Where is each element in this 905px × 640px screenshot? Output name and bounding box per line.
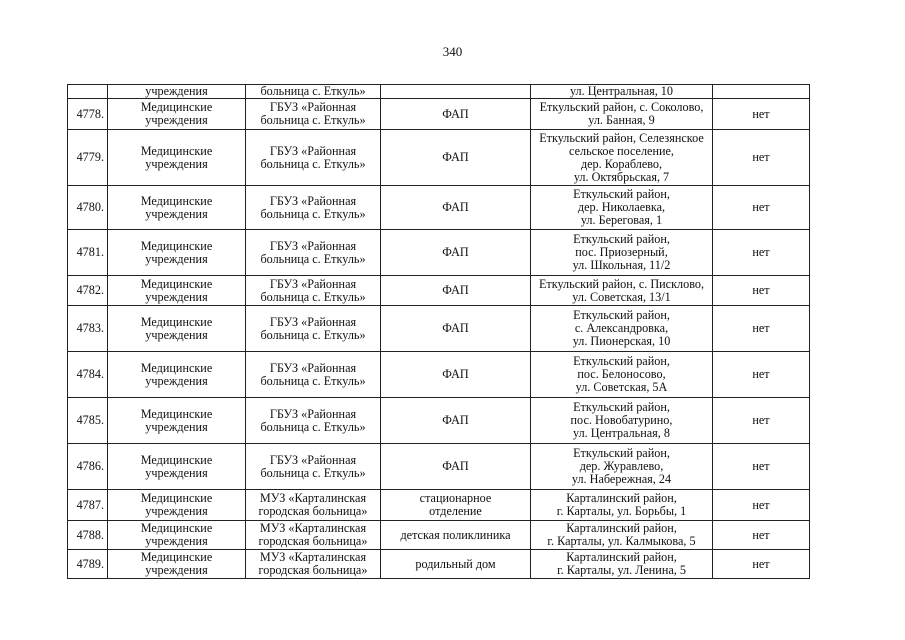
table-row <box>68 230 810 276</box>
note-cell: нет <box>713 352 810 398</box>
organization-cell: ГБУЗ «Районная больница с. Еткуль» <box>246 352 381 398</box>
table-row-continuation <box>68 85 810 99</box>
row-number-cell: 4780. <box>68 186 108 230</box>
category-cell: Медицинские учреждения <box>108 99 246 130</box>
facility-type-cell: ФАП <box>381 130 531 186</box>
address-cell: Еткульский район, дер. Николаевка, ул. Береговая, 1 <box>531 186 713 230</box>
organization-cell: ГБУЗ «Районная больница с. Еткуль» <box>246 306 381 352</box>
address-cell: Карталинский район, г. Карталы, ул. Борьбы, 1 <box>531 490 713 521</box>
facility-type-cell: ФАП <box>381 99 531 130</box>
address-cell: Еткульский район, дер. Журавлево, ул. Набережная, 24 <box>531 444 713 490</box>
facility-type-cell: стационарное отделение <box>381 490 531 521</box>
category-cell: Медицинские учреждения <box>108 230 246 276</box>
note-cell: нет <box>713 306 810 352</box>
facility-type-cell: ФАП <box>381 230 531 276</box>
category-cell: Медицинские учреждения <box>108 550 246 579</box>
address-cell: Еткульский район, Селезянское сельское поселение, дер. Кораблево, ул. Октябрьская, 7 <box>531 130 713 186</box>
category-cell: Медицинские учреждения <box>108 521 246 550</box>
table-row <box>68 444 810 490</box>
facility-type-cell: детская поликлиника <box>381 521 531 550</box>
note-cell: нет <box>713 130 810 186</box>
facility-type-cell: ФАП <box>381 398 531 444</box>
note-cell: нет <box>713 276 810 306</box>
organization-cell: больница с. Еткуль» <box>246 85 381 99</box>
address-cell: Еткульский район, пос. Белоносово, ул. Советская, 5А <box>531 352 713 398</box>
category-cell: Медицинские учреждения <box>108 352 246 398</box>
facility-type-cell: ФАП <box>381 352 531 398</box>
row-number-cell: 4784. <box>68 352 108 398</box>
note-cell: нет <box>713 550 810 579</box>
row-number-cell: 4778. <box>68 99 108 130</box>
table-row <box>68 130 810 186</box>
category-cell: Медицинские учреждения <box>108 130 246 186</box>
facility-type-cell <box>381 85 531 99</box>
row-number-cell: 4786. <box>68 444 108 490</box>
row-number-cell: 4779. <box>68 130 108 186</box>
note-cell: нет <box>713 444 810 490</box>
organization-cell: ГБУЗ «Районная больница с. Еткуль» <box>246 99 381 130</box>
category-cell: Медицинские учреждения <box>108 186 246 230</box>
note-cell: нет <box>713 186 810 230</box>
note-cell: нет <box>713 99 810 130</box>
row-number-cell <box>68 85 108 99</box>
address-cell: Еткульский район, пос. Новобатурино, ул. Центральная, 8 <box>531 398 713 444</box>
row-number-cell: 4785. <box>68 398 108 444</box>
table-row <box>68 398 810 444</box>
row-number-cell: 4782. <box>68 276 108 306</box>
row-number-cell: 4789. <box>68 550 108 579</box>
page-number: 340 <box>442 44 463 59</box>
note-cell: нет <box>713 521 810 550</box>
category-cell: Медицинские учреждения <box>108 444 246 490</box>
category-cell: учреждения <box>108 85 246 99</box>
facility-type-cell: ФАП <box>381 276 531 306</box>
note-cell <box>713 85 810 99</box>
organization-cell: МУЗ «Карталинская городская больница» <box>246 490 381 521</box>
facility-type-cell: родильный дом <box>381 550 531 579</box>
organization-cell: ГБУЗ «Районная больница с. Еткуль» <box>246 398 381 444</box>
organization-cell: ГБУЗ «Районная больница с. Еткуль» <box>246 276 381 306</box>
facility-type-cell: ФАП <box>381 186 531 230</box>
organization-cell: МУЗ «Карталинская городская больница» <box>246 550 381 579</box>
registry-table <box>67 84 810 579</box>
registry-table-body <box>68 85 810 579</box>
table-row <box>68 186 810 230</box>
row-number-cell: 4781. <box>68 230 108 276</box>
address-cell: Еткульский район, с. Писклово, ул. Советская, 13/1 <box>531 276 713 306</box>
address-cell: Еткульский район, с. Александровка, ул. Пионерская, 10 <box>531 306 713 352</box>
table-row <box>68 521 810 550</box>
address-cell: Еткульский район, пос. Приозерный, ул. Школьная, 11/2 <box>531 230 713 276</box>
category-cell: Медицинские учреждения <box>108 398 246 444</box>
category-cell: Медицинские учреждения <box>108 276 246 306</box>
table-row <box>68 276 810 306</box>
row-number-cell: 4788. <box>68 521 108 550</box>
organization-cell: ГБУЗ «Районная больница с. Еткуль» <box>246 130 381 186</box>
organization-cell: ГБУЗ «Районная больница с. Еткуль» <box>246 186 381 230</box>
table-row <box>68 490 810 521</box>
address-cell: Карталинский район, г. Карталы, ул. Калмыкова, 5 <box>531 521 713 550</box>
organization-cell: ГБУЗ «Районная больница с. Еткуль» <box>246 230 381 276</box>
note-cell: нет <box>713 398 810 444</box>
category-cell: Медицинские учреждения <box>108 306 246 352</box>
address-cell: ул. Центральная, 10 <box>531 85 713 99</box>
organization-cell: МУЗ «Карталинская городская больница» <box>246 521 381 550</box>
note-cell: нет <box>713 490 810 521</box>
category-cell: Медицинские учреждения <box>108 490 246 521</box>
row-number-cell: 4783. <box>68 306 108 352</box>
row-number-cell: 4787. <box>68 490 108 521</box>
address-cell: Еткульский район, с. Соколово, ул. Банная, 9 <box>531 99 713 130</box>
table-row <box>68 550 810 579</box>
note-cell: нет <box>713 230 810 276</box>
facility-type-cell: ФАП <box>381 306 531 352</box>
table-row <box>68 99 810 130</box>
organization-cell: ГБУЗ «Районная больница с. Еткуль» <box>246 444 381 490</box>
facility-type-cell: ФАП <box>381 444 531 490</box>
table-row <box>68 352 810 398</box>
address-cell: Карталинский район, г. Карталы, ул. Ленина, 5 <box>531 550 713 579</box>
table-row <box>68 306 810 352</box>
